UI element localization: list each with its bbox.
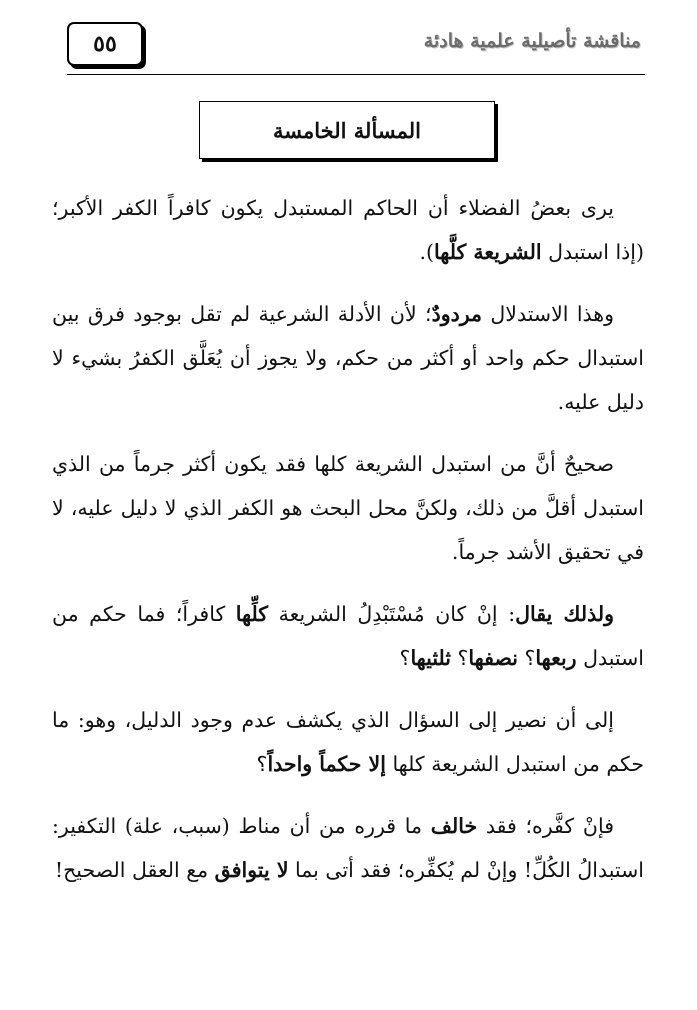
emphasis-run: نصفها <box>468 646 518 670</box>
text-run: ؟ <box>517 646 536 670</box>
text-run: ؛ لأن الأدلة الشرعية لم تقل بوجود فرق بين استبدال حكم واحد أو أكثر من حكم، ولا يجوز أن يُعَلَّق الكفرُ بشيء لا دليل عليه. <box>52 302 644 414</box>
text-run: إلى أن نصير إلى السؤال الذي يكشف عدم وجود الدليل، وهو: ما حكم من استبدل الشريعة كلها <box>52 708 644 776</box>
text-run: فإنْ كفَّره؛ فقد <box>477 814 614 838</box>
paragraph <box>52 442 644 574</box>
section-title: المسألة الخامسة <box>199 101 495 159</box>
emphasis-run: ربعها <box>535 646 577 670</box>
text-run: ؟ <box>256 752 268 776</box>
paragraph <box>52 186 644 274</box>
paragraph <box>52 698 644 786</box>
paragraph <box>52 592 644 680</box>
emphasis-run: مردودٌ <box>431 302 483 326</box>
text-run: كافراً؛ فما حكم من استبدل <box>52 602 644 670</box>
emphasis-run: خالف <box>430 814 478 838</box>
paragraph <box>52 804 644 892</box>
paragraph <box>52 292 644 424</box>
page-number: ٥٥ <box>67 22 143 66</box>
running-header: مناقشة تأصيلية علمية هادئة <box>423 30 641 52</box>
body-text <box>52 186 644 892</box>
header-divider <box>67 74 645 75</box>
emphasis-run: الشريعة كلَّها <box>434 240 542 264</box>
text-run: وهذا الاستدلال <box>482 302 615 326</box>
text-run: ؟ <box>451 646 469 670</box>
emphasis-run: ثلثيها <box>410 646 451 670</box>
text-run: مع العقل الصحيح! <box>54 858 215 882</box>
text-run: ما قرره من أن مناط (سبب، علة) التكفير: استبدالُ الكُلِّ! وإنْ لم يُكفِّره؛ فقد أتى بما <box>52 814 644 882</box>
emphasis-run: لا يتوافق <box>214 858 289 882</box>
text-run: يرى بعضُ الفضلاء أن الحاكم المستبدل يكون كافراً الكفر الأكبر؛ (إذا استبدل <box>52 196 644 264</box>
emphasis-run: ولذلك يقال <box>515 602 614 626</box>
emphasis-run: كلِّها <box>235 602 269 626</box>
text-run: ؟ <box>399 646 411 670</box>
text-run: : إنْ كان مُسْتَبْدِلُ الشريعة <box>268 602 516 626</box>
emphasis-run: إلا حكماً واحداً <box>267 752 386 776</box>
text-run: صحيحٌ أنَّ من استبدل الشريعة كلها فقد يكون أكثر جرماً من الذي استبدل أقلَّ من ذلك، ولكنَّ محل البحث هو الكفر الذي لا دليل عليه، لا في تحقيق الأشد جرماً. <box>52 452 644 564</box>
text-run: ). <box>419 240 435 264</box>
